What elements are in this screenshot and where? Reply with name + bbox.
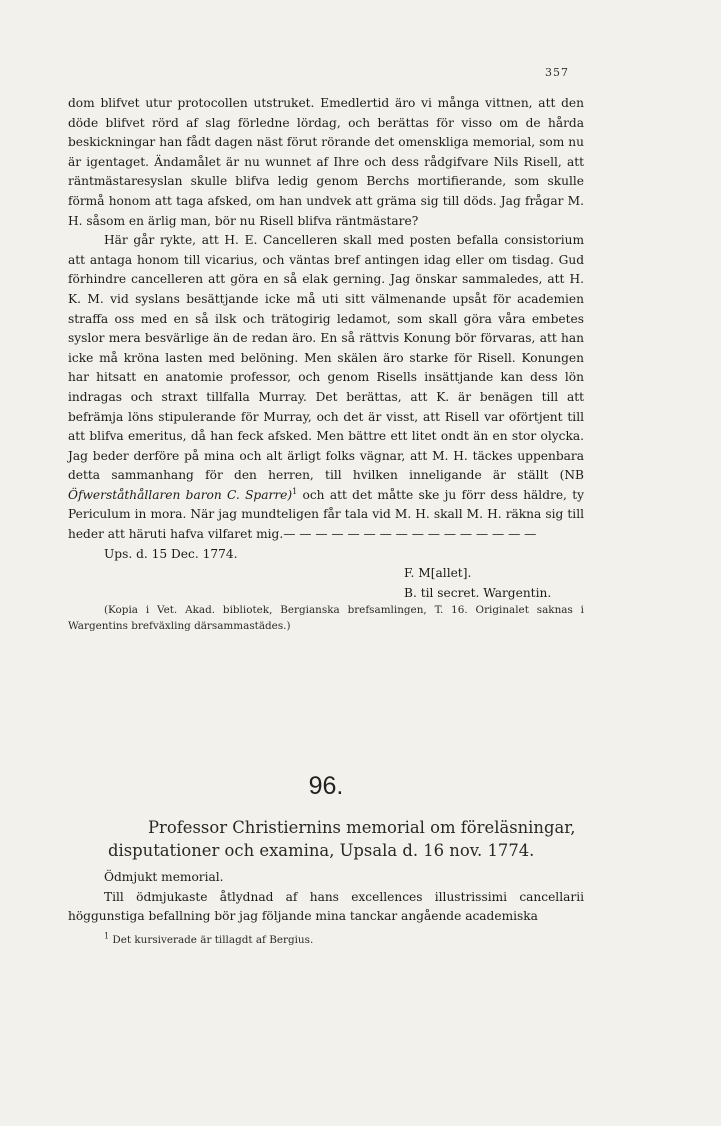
footnote xyxy=(104,931,314,946)
memorial-heading: Ödmjukt memorial. xyxy=(104,870,224,884)
document-number: 96. xyxy=(308,772,344,800)
letter-body xyxy=(68,94,584,635)
document-title: Professor Christiernins memorial om föreläsningar, disputationer och examina, Upsala d. 16 nov. 1774. xyxy=(108,818,576,860)
footnote-text: Det kursiverade är tillagdt af Bergius. xyxy=(112,934,314,946)
paragraph-text: Här går rykte, att H. E. Cancelleren skall med posten befalla consistorium att antaga honom till vicarius, och väntas bref antingen idag eller om tisdag. Gud förhindre cancelleren att göra en så elak gerning. Jag önskar sammaledes, att H. K. M. vid syslans besättjande icke må uti sitt välmenande upsåt för academien straffa oss med en så ilsk och trätogirig ledamot, som skall göra våra embetes syslor mera besvärlige än de redan äro. En så rättvis Konung bör förvaras, att han icke må kröna lasten med belöning. Men skälen äro starke för Risell. Konungen har hitsatt en anatomie professor, och genom Risells insättjande kan dess lön indragas och straxt tillfalla Murray. Det berättas, att K. är benägen till att befrämja löns stipulerande för Murray, och det är visst, att Risell var oförtjent till att blifva emeritus, då han feck afsked. Men bättre ett litet ondt än en stor olycka. Jag beder derföre på mina och alt ärligt folks vägnar, att M. H. täckes uppenbara detta sammanhang för den herren, till hvilken inneligande är ställt (NB xyxy=(68,233,584,483)
source-note: (Kopia i Vet. Akad. bibliotek, Bergianska brefsamlingen, T. 16. Originalet saknas i Wargentins brefväxling därsammastädes.) xyxy=(68,604,584,633)
paragraph: dom blifvet utur protocollen utstruket. Emedlertid äro vi många vittnen, att den döde blifvet rörd af slag förledne lördag, och berättas för visso om de hårda beskickningar han fådt dagen näst förut rörande det omenskliga memorial, som nu är igentaget. Ändamålet är nu wunnet af Ihre och dess rådgifvare Nils Risell, att räntmästaresyslan skulle blifva ledig genom Berchs mortifierande, som skulle förmå honom att taga afsked, om han undvek att gräma sig till döds. Jag frågar M. H. såsom en ärlig man, bör nu Risell blifva räntmästare? xyxy=(68,96,584,228)
signature-mallet: F. M[allet]. xyxy=(404,566,472,581)
page-number: 357 xyxy=(545,66,569,79)
italic-phrase: Öfwerståthållaren baron C. Sparre) xyxy=(68,487,293,502)
memorial-body xyxy=(68,868,584,927)
paragraph: Till ödmjukaste åtlydnad af hans excellences illustrissimi cancellarii höggunstiga befallning bör jag följande mina tanckar angående academiska xyxy=(68,889,584,924)
paragraph-tail: och att det måtte ske ju förr dess häldre, ty Periculum in mora. När jag mundteligen får tala vid M. H. skall M. H. räkna sig till heder att häruti hafva vilfaret mig.— — — — — — — — — — — — — — — — xyxy=(68,487,584,542)
footnote-number: 1 xyxy=(104,931,110,941)
signature-wargentin: B. til secret. Wargentin. xyxy=(404,585,552,600)
footnote-marker: 1 xyxy=(292,486,298,496)
paragraph xyxy=(68,231,584,545)
closing-date: Ups. d. 15 Dec. 1774. xyxy=(104,546,238,561)
